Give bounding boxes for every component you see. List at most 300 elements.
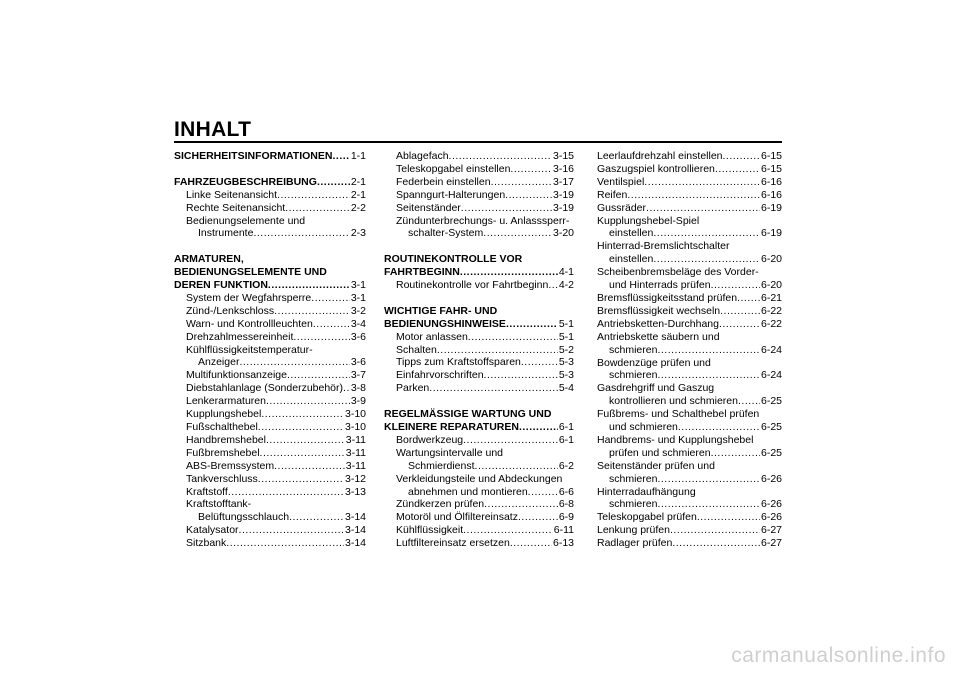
toc-section-heading[interactable] bbox=[384, 305, 574, 318]
toc-entry-label: Kühlflüssigkeitstemperatur- bbox=[186, 343, 313, 356]
dot-leader bbox=[548, 279, 557, 292]
dot-leader bbox=[260, 447, 345, 460]
page-title: INHALT bbox=[174, 118, 252, 141]
dot-leader bbox=[239, 524, 344, 537]
toc-entry-label: Zündkerzen prüfen bbox=[396, 498, 485, 511]
dot-leader bbox=[653, 253, 760, 266]
toc-entry-label: Parken bbox=[396, 382, 430, 395]
toc-entry[interactable] bbox=[384, 524, 574, 537]
dot-leader bbox=[463, 434, 558, 447]
toc-entry-label: Fußbremshebel bbox=[186, 446, 260, 459]
toc-page-number: 3-6 bbox=[350, 330, 366, 343]
toc-entry[interactable] bbox=[174, 202, 366, 215]
toc-page-number: 6-25 bbox=[760, 446, 782, 459]
toc-entry-label: einstellen bbox=[609, 253, 654, 266]
toc-entry[interactable] bbox=[174, 511, 366, 524]
toc-page-number: 6-26 bbox=[760, 511, 782, 524]
toc-entry-label: Schmierdienst bbox=[408, 459, 475, 472]
toc-entry[interactable] bbox=[174, 434, 366, 447]
toc-entry[interactable] bbox=[597, 318, 782, 331]
toc-section-heading[interactable] bbox=[384, 266, 574, 279]
toc-entry[interactable] bbox=[174, 486, 366, 499]
toc-entry-label: Anzeiger bbox=[198, 356, 240, 369]
dot-leader bbox=[460, 266, 558, 279]
dot-leader bbox=[711, 447, 760, 460]
dot-leader bbox=[226, 537, 344, 550]
toc-page-number: 3-12 bbox=[344, 472, 366, 485]
section-gap bbox=[174, 240, 366, 253]
toc-entry-label: schmieren bbox=[609, 498, 658, 511]
dot-leader bbox=[723, 150, 760, 163]
toc-page-number: 6-1 bbox=[558, 420, 574, 433]
toc-entry[interactable] bbox=[597, 227, 782, 240]
toc-page-number: 6-24 bbox=[760, 369, 782, 382]
toc-entry[interactable] bbox=[174, 292, 366, 305]
toc-entry[interactable] bbox=[384, 202, 574, 215]
dot-leader bbox=[274, 460, 345, 473]
toc-entry[interactable] bbox=[384, 511, 574, 524]
toc-entry[interactable] bbox=[174, 369, 366, 382]
dot-leader bbox=[697, 511, 760, 524]
toc-entry-label: Linke Seitenansicht bbox=[186, 188, 278, 201]
dot-leader bbox=[287, 369, 350, 382]
toc-column-3 bbox=[597, 150, 782, 550]
toc-section-heading[interactable] bbox=[384, 421, 574, 434]
toc-page-number: 2-2 bbox=[350, 201, 366, 214]
toc-page-number: 2-1 bbox=[350, 175, 366, 188]
toc-entry-label: FAHRZEUGBESCHREIBUNG bbox=[174, 175, 317, 188]
toc-entry[interactable] bbox=[597, 253, 782, 266]
toc-page-number: 3-2 bbox=[350, 304, 366, 317]
toc-page-number: 3-8 bbox=[350, 382, 366, 395]
toc-entry-label: Seitenständer prüfen und bbox=[597, 459, 715, 472]
toc-entry-label: und schmieren bbox=[609, 421, 678, 434]
toc-entry[interactable] bbox=[597, 537, 782, 550]
toc-entry-label: Hinterrad-Bremslichtschalter bbox=[597, 240, 730, 253]
dot-leader bbox=[253, 227, 349, 240]
toc-entry-label: und Hinterrads prüfen bbox=[609, 279, 711, 292]
toc-entry[interactable] bbox=[174, 447, 366, 460]
dot-leader bbox=[737, 292, 760, 305]
toc-page-number: 6-25 bbox=[760, 421, 782, 434]
toc-entry[interactable] bbox=[384, 227, 574, 240]
toc-page-number: 5-3 bbox=[558, 356, 574, 369]
toc-page-number: 6-27 bbox=[760, 537, 782, 550]
dot-leader bbox=[268, 279, 350, 292]
toc-entry[interactable] bbox=[597, 524, 782, 537]
toc-entry[interactable] bbox=[597, 421, 782, 434]
dot-leader bbox=[343, 382, 350, 395]
toc-entry-label: schmieren bbox=[609, 369, 658, 382]
toc-page-number: 3-10 bbox=[344, 408, 366, 421]
toc-entry[interactable] bbox=[597, 434, 782, 447]
toc-entry[interactable] bbox=[174, 524, 366, 537]
toc-entry[interactable] bbox=[174, 331, 366, 344]
toc-entry[interactable] bbox=[597, 189, 782, 202]
dot-leader bbox=[719, 318, 760, 331]
dot-leader bbox=[738, 395, 760, 408]
toc-page-number: 3-16 bbox=[552, 162, 574, 175]
toc-page-number: 3-11 bbox=[345, 446, 366, 459]
toc-entry-label: Motor anlassen bbox=[396, 330, 468, 343]
toc-entry[interactable] bbox=[174, 189, 366, 202]
toc-entry[interactable] bbox=[384, 382, 574, 395]
watermark: carmanualsonline.info bbox=[731, 644, 946, 667]
toc-page-number: 6-24 bbox=[760, 343, 782, 356]
toc-entry-label: ROUTINEKONTROLLE VOR bbox=[384, 253, 523, 266]
toc-entry-label: Tankverschluss bbox=[186, 472, 258, 485]
toc-page-number: 3-15 bbox=[552, 150, 574, 162]
dot-leader bbox=[266, 434, 345, 447]
dot-leader bbox=[657, 498, 760, 511]
toc-entry-label: FAHRTBEGINN bbox=[384, 266, 460, 279]
toc-entry-label: KLEINERE REPARATUREN bbox=[384, 420, 519, 433]
toc-entry-label: Handbrems- und Kupplungshebel bbox=[597, 433, 754, 446]
dot-leader bbox=[505, 189, 552, 202]
toc-page-number: 6-20 bbox=[760, 253, 782, 266]
toc-entry-label: Zünd-/Lenkschloss bbox=[186, 304, 275, 317]
toc-entry-label: DEREN FUNKTION bbox=[174, 279, 268, 292]
toc-entry[interactable] bbox=[174, 227, 366, 240]
toc-page-number: 3-19 bbox=[552, 188, 574, 201]
toc-entry-label: Bordwerkzeug bbox=[396, 433, 464, 446]
dot-leader bbox=[678, 421, 760, 434]
toc-page-number: 5-2 bbox=[558, 343, 574, 356]
toc-entry-label: Bedienungselemente und bbox=[186, 214, 306, 227]
toc-entry-label: Ablagefach bbox=[396, 150, 449, 162]
toc-entry-label: Kühlflüssigkeit bbox=[396, 524, 464, 537]
toc-entry[interactable] bbox=[384, 189, 574, 202]
dot-leader bbox=[332, 150, 349, 163]
toc-page-number: 6-27 bbox=[760, 524, 782, 537]
toc-entry[interactable] bbox=[597, 279, 782, 292]
toc-entry-label: Spanngurt-Halterungen bbox=[396, 188, 506, 201]
toc-entry[interactable] bbox=[384, 344, 574, 357]
toc-entry-label: Fußschalthebel bbox=[186, 421, 258, 433]
toc-page-number: 3-6 bbox=[350, 356, 366, 369]
toc-entry-label: BEDIENUNGSELEMENTE UND bbox=[174, 266, 327, 279]
dot-leader bbox=[261, 408, 344, 421]
dot-leader bbox=[521, 356, 558, 369]
toc-page-number: 3-20 bbox=[552, 227, 574, 240]
toc-entry-label: Antriebsketten-Durchhang bbox=[597, 317, 719, 330]
toc-entry-label: Routinekontrolle vor Fahrtbeginn bbox=[396, 279, 549, 292]
toc-entry-label: Schalten bbox=[396, 343, 437, 356]
toc-entry-label: Bowdenzüge prüfen und bbox=[597, 356, 711, 369]
toc-section-heading[interactable] bbox=[174, 279, 366, 292]
toc-entry[interactable] bbox=[174, 395, 366, 408]
toc-entry[interactable] bbox=[597, 292, 782, 305]
dot-leader bbox=[657, 473, 760, 486]
toc-entry[interactable] bbox=[174, 498, 366, 511]
toc-entry[interactable] bbox=[384, 447, 574, 460]
title-rule bbox=[174, 141, 782, 143]
toc-page-number: 3-1 bbox=[350, 291, 366, 304]
toc-entry[interactable] bbox=[384, 460, 574, 473]
dot-leader bbox=[711, 279, 760, 292]
dot-leader bbox=[653, 227, 760, 240]
dot-leader bbox=[228, 486, 344, 499]
toc-section-heading[interactable] bbox=[174, 150, 366, 163]
dot-leader bbox=[437, 344, 558, 357]
toc-page-number: 4-2 bbox=[558, 279, 574, 292]
toc-page-number: 3-11 bbox=[345, 433, 366, 446]
toc-entry[interactable] bbox=[384, 215, 574, 228]
toc-entry-label: Belüftungsschlauch bbox=[198, 511, 290, 524]
toc-entry-label: REGELMÄSSIGE WARTUNG UND bbox=[384, 408, 552, 421]
toc-entry[interactable] bbox=[384, 369, 574, 382]
toc-entry[interactable] bbox=[597, 150, 782, 163]
toc-entry[interactable] bbox=[174, 421, 366, 434]
toc-page-number: 6-15 bbox=[760, 162, 782, 175]
toc-entry-label: Gussräder bbox=[597, 201, 647, 214]
dot-leader bbox=[468, 331, 558, 344]
dot-leader bbox=[484, 498, 558, 511]
toc-entry-label: Teleskopgabel prüfen bbox=[597, 511, 697, 524]
dot-leader bbox=[483, 227, 552, 240]
dot-leader bbox=[475, 460, 558, 473]
toc-page-number: 3-14 bbox=[344, 524, 366, 537]
toc-entry-label: Luftfiltereinsatz ersetzen bbox=[396, 537, 510, 550]
toc-entry[interactable] bbox=[174, 382, 366, 395]
toc-page-number: 3-9 bbox=[350, 395, 366, 408]
toc-entry[interactable] bbox=[597, 408, 782, 421]
toc-entry[interactable] bbox=[384, 434, 574, 447]
toc-entry-label: Bremsflüssigkeitsstand prüfen bbox=[597, 291, 738, 304]
toc-entry[interactable] bbox=[597, 395, 782, 408]
toc-entry-label: Einfahrvorschriften bbox=[396, 369, 484, 382]
toc-entry-label: Radlager prüfen bbox=[597, 537, 673, 550]
toc-page-number: 5-3 bbox=[558, 369, 574, 382]
toc-entry-label: Gaszugspiel kontrollieren bbox=[597, 162, 715, 175]
toc-entry[interactable] bbox=[174, 408, 366, 421]
toc-entry-label: Drehzahlmessereinheit bbox=[186, 330, 294, 343]
toc-page-number: 6-25 bbox=[760, 395, 782, 408]
toc-page-number: 3-4 bbox=[350, 317, 366, 330]
dot-leader bbox=[510, 537, 552, 550]
toc-entry[interactable] bbox=[174, 460, 366, 473]
toc-page-number: 6-22 bbox=[760, 317, 782, 330]
toc-entry-label: Ventilspiel bbox=[597, 175, 645, 188]
toc-entry-label: Multifunktionsanzeige bbox=[186, 369, 287, 382]
toc-entry[interactable] bbox=[174, 215, 366, 228]
toc-page-number: 5-4 bbox=[558, 382, 574, 395]
toc-entry[interactable] bbox=[597, 447, 782, 460]
toc-page-number: 6-20 bbox=[760, 279, 782, 292]
toc-page-number: 1-1 bbox=[350, 150, 366, 162]
toc-page-number: 3-11 bbox=[345, 459, 366, 472]
toc-entry-label: Wartungsintervalle und bbox=[396, 446, 503, 459]
toc-entry[interactable] bbox=[384, 486, 574, 499]
toc-entry[interactable] bbox=[597, 215, 782, 228]
toc-page-number: 6-2 bbox=[558, 459, 574, 472]
toc-entry[interactable] bbox=[597, 240, 782, 253]
dot-leader bbox=[463, 524, 553, 537]
toc-entry-label: Hinterradaufhängung bbox=[597, 485, 696, 498]
section-gap bbox=[384, 240, 574, 253]
toc-column-1 bbox=[174, 150, 366, 550]
section-gap bbox=[384, 292, 574, 305]
toc-entry-label: Tipps zum Kraftstoffsparen bbox=[396, 356, 521, 369]
toc-page-number: 6-26 bbox=[760, 498, 782, 511]
toc-entry-label: Teleskopgabel einstellen bbox=[396, 162, 511, 175]
toc-page-number: 3-14 bbox=[344, 537, 366, 550]
dot-leader bbox=[293, 331, 349, 344]
toc-entry-label: schmieren bbox=[609, 343, 658, 356]
toc-section-heading[interactable] bbox=[174, 266, 366, 279]
toc-entry-label: Kraftstoff bbox=[186, 485, 228, 498]
toc-entry[interactable] bbox=[597, 202, 782, 215]
toc-entry-label: Antriebskette säubern und bbox=[597, 330, 720, 343]
toc-entry[interactable] bbox=[174, 473, 366, 486]
toc-entry-label: System der Wegfahrsperre bbox=[186, 291, 312, 304]
toc-page-number: 6-8 bbox=[558, 498, 574, 511]
toc-page-number: 3-10 bbox=[344, 421, 366, 433]
dot-leader bbox=[644, 176, 760, 189]
dot-leader bbox=[720, 305, 760, 318]
dot-leader bbox=[657, 369, 760, 382]
toc-page-number: 6-16 bbox=[760, 188, 782, 201]
toc-page-number: 6-15 bbox=[760, 150, 782, 162]
toc-page-number: 3-19 bbox=[552, 201, 574, 214]
toc-page-number: 6-11 bbox=[553, 524, 574, 537]
dot-leader bbox=[672, 537, 760, 550]
toc-entry-label: Lenkerarmaturen bbox=[186, 395, 266, 408]
dot-leader bbox=[506, 318, 558, 331]
dot-leader bbox=[266, 395, 350, 408]
toc-page-number: 2-3 bbox=[350, 227, 366, 240]
toc-page-number: 6-26 bbox=[760, 472, 782, 485]
dot-leader bbox=[518, 511, 558, 524]
toc-entry[interactable] bbox=[174, 356, 366, 369]
toc-page-number: 5-1 bbox=[558, 330, 574, 343]
toc-entry-label: Seitenständer bbox=[396, 201, 461, 214]
toc-page-number: 6-19 bbox=[760, 201, 782, 214]
toc-entry-label: BEDIENUNGSHINWEISE bbox=[384, 317, 506, 330]
dot-leader bbox=[461, 202, 552, 215]
dot-leader bbox=[258, 421, 344, 434]
toc-entry[interactable] bbox=[597, 357, 782, 370]
toc-entry-label: Rechte Seitenansicht bbox=[186, 201, 286, 214]
toc-entry-label: Kupplungshebel bbox=[186, 408, 262, 421]
toc-entry[interactable] bbox=[174, 537, 366, 550]
toc-page-number: 6-1 bbox=[558, 433, 574, 446]
toc-page-number: 3-7 bbox=[350, 369, 366, 382]
dot-leader bbox=[646, 202, 760, 215]
dot-leader bbox=[627, 189, 760, 202]
toc-entry-label: Gasdrehgriff und Gaszug bbox=[597, 382, 715, 395]
toc-entry-label: Scheibenbremsbeläge des Vorder- bbox=[597, 266, 759, 279]
toc-entry[interactable] bbox=[597, 344, 782, 357]
toc-entry-label: Leerlaufdrehzahl einstellen bbox=[597, 150, 723, 162]
toc-column-2 bbox=[384, 150, 574, 550]
toc-section-heading[interactable] bbox=[174, 176, 366, 189]
toc-section-heading[interactable] bbox=[384, 253, 574, 266]
toc-page-number: 3-14 bbox=[344, 511, 366, 524]
toc-entry-label: Katalysator bbox=[186, 524, 239, 537]
toc-entry[interactable] bbox=[597, 163, 782, 176]
toc-page-number: 6-9 bbox=[558, 511, 574, 524]
toc-page-number: 6-6 bbox=[558, 485, 574, 498]
dot-leader bbox=[484, 369, 558, 382]
toc-entry-label: Kraftstofftank- bbox=[186, 498, 252, 511]
toc-page-number: 3-13 bbox=[344, 485, 366, 498]
dot-leader bbox=[429, 382, 558, 395]
toc-entry-label: Kupplungshebel-Spiel bbox=[597, 214, 700, 227]
dot-leader bbox=[258, 473, 344, 486]
toc-entry-label: Motoröl und Ölfiltereinsatz bbox=[396, 511, 518, 524]
toc-page-number: 6-21 bbox=[760, 291, 782, 304]
toc-entry[interactable] bbox=[384, 473, 574, 486]
toc-entry-label: Reifen bbox=[597, 188, 628, 201]
toc-entry-label: SICHERHEITSINFORMATIONEN bbox=[174, 150, 333, 162]
toc-entry[interactable] bbox=[384, 331, 574, 344]
toc-entry-label: schalter-System bbox=[408, 227, 484, 240]
toc-entry[interactable] bbox=[597, 473, 782, 486]
toc-page-number: 6-16 bbox=[760, 175, 782, 188]
toc-page-number: 6-22 bbox=[760, 304, 782, 317]
dot-leader bbox=[491, 176, 552, 189]
section-gap bbox=[384, 395, 574, 408]
toc-section-heading[interactable] bbox=[384, 408, 574, 421]
toc-entry[interactable] bbox=[597, 498, 782, 511]
toc-entry-label: Federbein einstellen bbox=[396, 175, 491, 188]
dot-leader bbox=[311, 292, 350, 305]
toc-entry-label: kontrollieren und schmieren bbox=[609, 395, 738, 408]
toc-entry[interactable] bbox=[597, 305, 782, 318]
toc-entry[interactable] bbox=[597, 460, 782, 473]
dot-leader bbox=[313, 318, 350, 331]
toc-entry-label: Zündunterbrechungs- u. Anlasssperr- bbox=[396, 214, 570, 227]
toc-entry[interactable] bbox=[384, 279, 574, 292]
toc-page-number: 6-19 bbox=[760, 227, 782, 240]
toc-entry-label: WICHTIGE FAHR- UND bbox=[384, 304, 498, 317]
toc-page-number: 3-17 bbox=[552, 175, 574, 188]
toc-entry[interactable] bbox=[597, 331, 782, 344]
toc-entry-label: Warn- und Kontrollleuchten bbox=[186, 317, 313, 330]
toc-entry[interactable] bbox=[597, 511, 782, 524]
dot-leader bbox=[277, 189, 350, 202]
toc-entry[interactable] bbox=[384, 537, 574, 550]
toc-entry[interactable] bbox=[384, 498, 574, 511]
dot-leader bbox=[715, 163, 760, 176]
toc-entry-label: einstellen bbox=[609, 227, 654, 240]
toc-section-heading[interactable] bbox=[174, 253, 366, 266]
toc-entry[interactable] bbox=[384, 163, 574, 176]
toc-section-heading[interactable] bbox=[384, 318, 574, 331]
toc-page-number: 6-13 bbox=[552, 537, 574, 550]
toc-entry[interactable] bbox=[384, 150, 574, 163]
toc-entry-label: schmieren bbox=[609, 472, 658, 485]
toc-entry-label: abnehmen und montieren bbox=[408, 485, 528, 498]
toc-entry[interactable] bbox=[174, 318, 366, 331]
toc-entry[interactable] bbox=[597, 369, 782, 382]
dot-leader bbox=[239, 356, 349, 369]
toc-page-number: 5-1 bbox=[558, 317, 574, 330]
toc-entry[interactable] bbox=[384, 356, 574, 369]
toc-entry[interactable] bbox=[597, 486, 782, 499]
toc-entry[interactable] bbox=[597, 176, 782, 189]
toc-entry[interactable] bbox=[384, 176, 574, 189]
dot-leader bbox=[657, 344, 760, 357]
toc-entry[interactable] bbox=[597, 266, 782, 279]
toc-entry[interactable] bbox=[597, 382, 782, 395]
toc-entry-label: Lenkung prüfen bbox=[597, 524, 670, 537]
toc-entry[interactable] bbox=[174, 344, 366, 357]
toc-entry-label: ABS-Bremssystem bbox=[186, 459, 275, 472]
toc-entry[interactable] bbox=[174, 305, 366, 318]
dot-leader bbox=[289, 511, 344, 524]
